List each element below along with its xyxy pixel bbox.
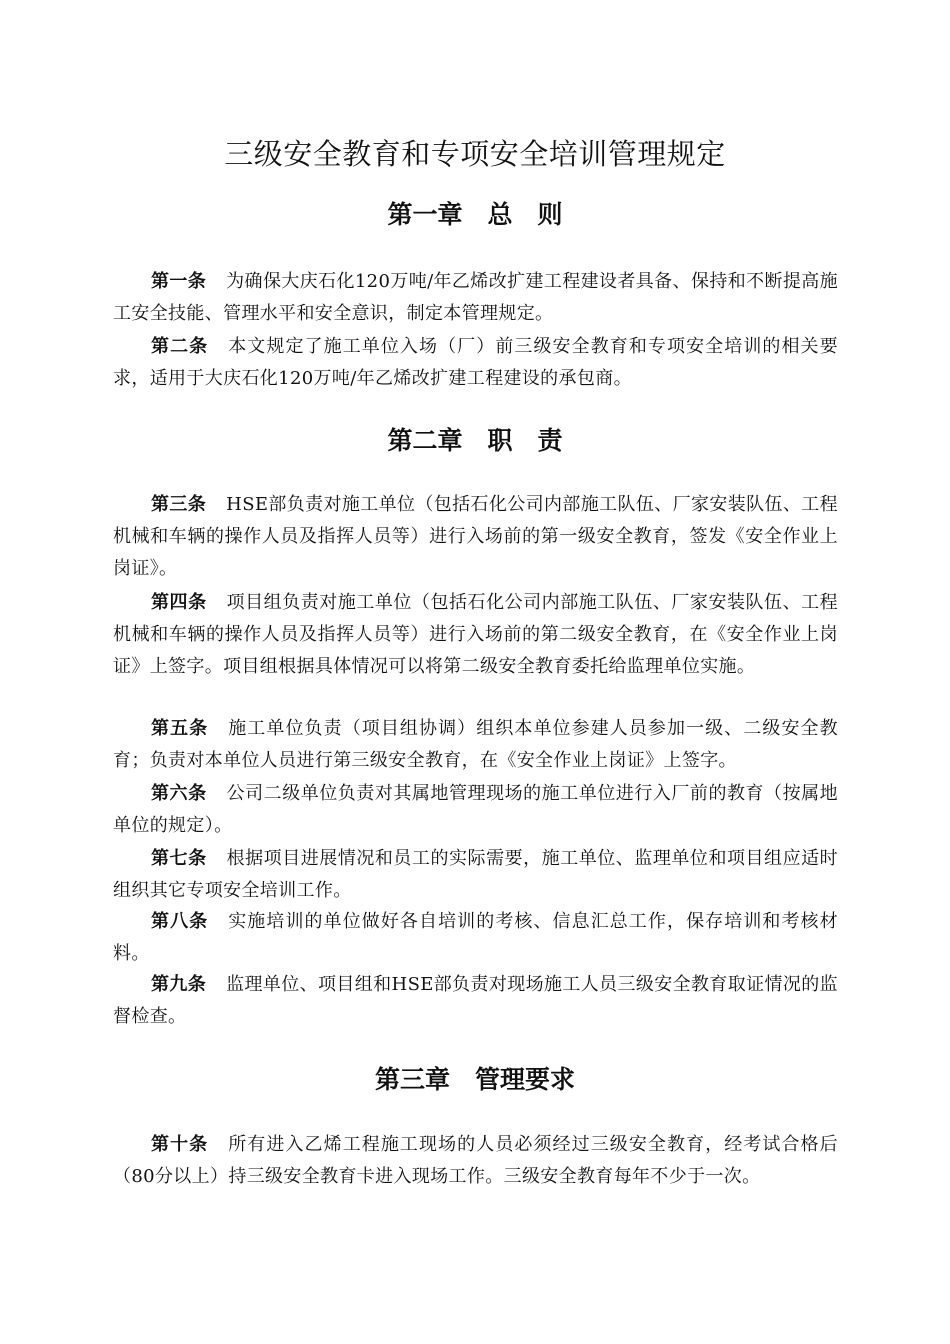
article-1 — [113, 266, 838, 330]
article-text: 实施培训的单位做好各自培训的考核、信息汇总工作，保存培训和考核材料。 — [113, 911, 838, 964]
article-text: 项目组负责对施工单位（包括石化公司内部施工队伍、厂家安装队伍、工程机械和车辆的操作人员及指挥人员等）进行入场前的第二级安全教育，在《安全作业上岗证》上签字。项目组根据具体情况可以将第二级安全教育委托给监理单位实施。 — [113, 592, 838, 677]
article-label: 第九条 — [151, 974, 207, 995]
article-10 — [113, 1129, 838, 1193]
article-text: 监理单位、项目组和HSE部负责对现场施工人员三级安全教育取证情况的监督检查。 — [113, 974, 838, 1027]
article-text: 为确保大庆石化120万吨/年乙烯改扩建工程建设者具备、保持和不断提高施工安全技能、管理水平和安全意识，制定本管理规定。 — [113, 271, 838, 324]
article-7 — [113, 843, 838, 907]
article-9 — [113, 969, 838, 1033]
article-label: 第一条 — [151, 271, 207, 292]
article-text: 施工单位负责（项目组协调）组织本单位参建人员参加一级、二级安全教育；负责对本单位人员进行第三级安全教育，在《安全作业上岗证》上签字。 — [113, 718, 838, 771]
article-3 — [113, 489, 838, 585]
article-5 — [113, 713, 838, 777]
article-text: HSE部负责对施工单位（包括石化公司内部施工队伍、厂家安装队伍、工程机械和车辆的操作人员及指挥人员等）进行入场前的第一级安全教育，签发《安全作业上岗证》。 — [113, 494, 838, 579]
article-4 — [113, 587, 838, 683]
article-text: 本文规定了施工单位入场（厂）前三级安全教育和专项安全培训的相关要求，适用于大庆石化120万吨/年乙烯改扩建工程建设的承包商。 — [113, 336, 838, 389]
article-label: 第六条 — [151, 783, 207, 804]
article-label: 第五条 — [151, 718, 209, 739]
article-text: 根据项目进展情况和员工的实际需要，施工单位、监理单位和项目组应适时组织其它专项安全培训工作。 — [113, 848, 838, 901]
article-text: 公司二级单位负责对其属地管理现场的施工单位进行入厂前的教育（按属地单位的规定）。 — [113, 783, 838, 836]
article-label: 第十条 — [151, 1134, 209, 1155]
article-text: 所有进入乙烯工程施工现场的人员必须经过三级安全教育，经考试合格后（80分以上）持三级安全教育卡进入现场工作。三级安全教育每年不少于一次。 — [113, 1134, 838, 1187]
article-8 — [113, 906, 838, 970]
article-label: 第二条 — [151, 336, 209, 357]
article-label: 第八条 — [151, 911, 209, 932]
article-6 — [113, 778, 838, 842]
article-label: 第七条 — [151, 848, 207, 869]
article-label: 第三条 — [151, 494, 207, 515]
chapter-2-heading: 第二章 职 责 — [387, 426, 563, 455]
article-label: 第四条 — [151, 592, 207, 613]
article-2 — [113, 331, 838, 395]
chapter-1-heading: 第一章 总 则 — [387, 200, 563, 229]
document-title: 三级安全教育和专项安全培训管理规定 — [224, 137, 726, 171]
chapter-3-heading: 第三章 管理要求 — [374, 1065, 575, 1094]
